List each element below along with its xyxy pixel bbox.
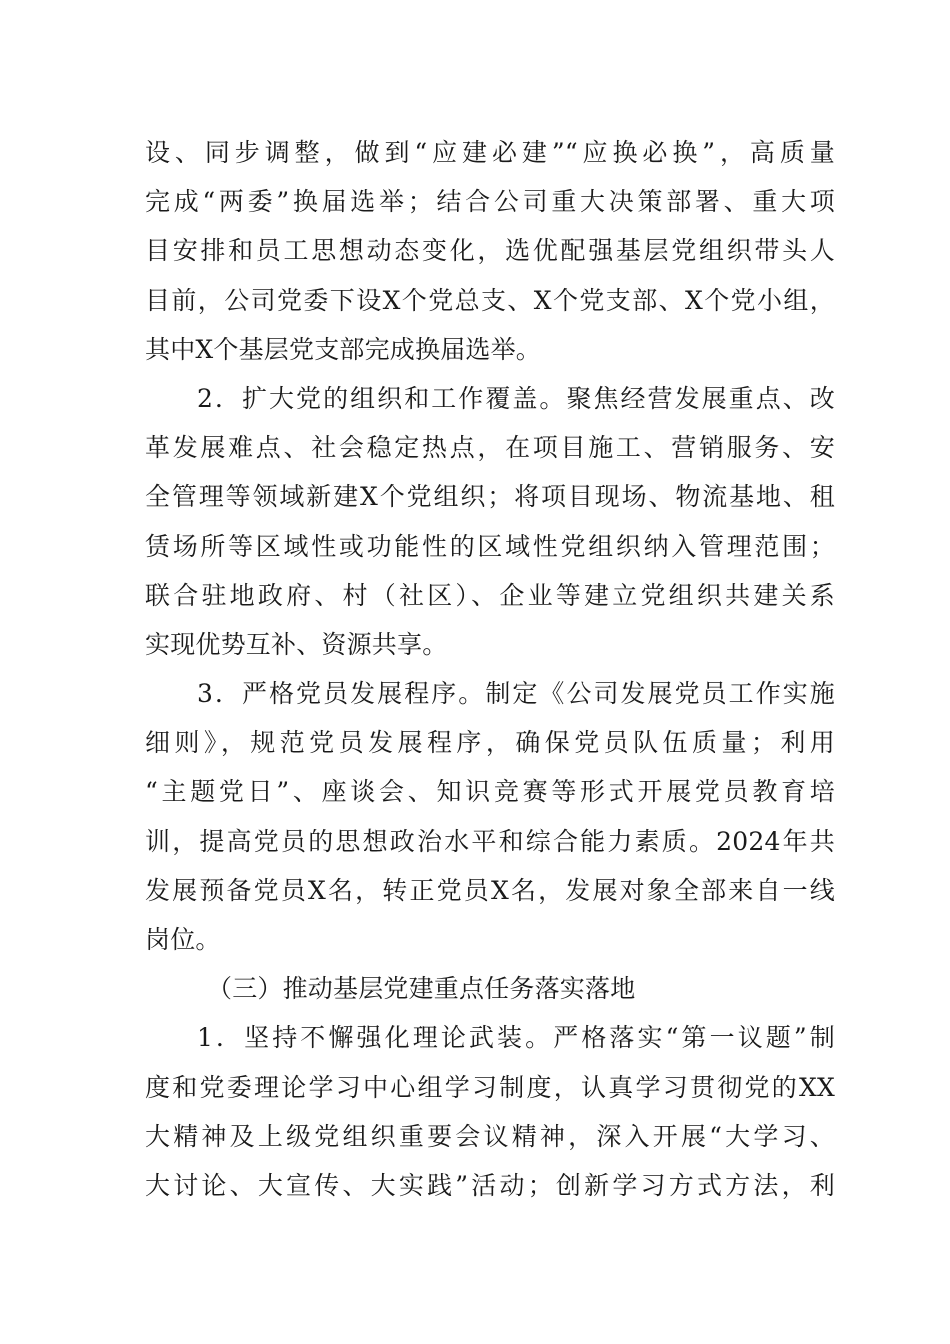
text-line: 赁场所等区域性或功能性的区域性党组织纳入管理范围； [145, 531, 835, 561]
text-line: 联合驻地政府、村（社区）、企业等建立党组织共建关系 [145, 580, 835, 610]
text-line: 细则》，规范党员发展程序，确保党员队伍质量；利用 [145, 728, 835, 758]
document-body [145, 128, 835, 1210]
paragraph-start-line: 3．严格党员发展程序。制定《公司发展党员工作实施 [197, 679, 835, 709]
text-line: 完成“两委”换届选举；结合公司重大决策部署、重大项 [145, 187, 835, 217]
paragraph-start-line: 2．扩大党的组织和工作覆盖。聚焦经营发展重点、改 [197, 383, 835, 413]
text-line: 目安排和员工思想动态变化，选优配强基层党组织带头人 [145, 236, 835, 266]
text-line: 革发展难点、社会稳定热点，在项目施工、营销服务、安 [145, 433, 835, 463]
text-line: 设、同步调整，做到“应建必建”“应换必换”，高质量 [145, 138, 835, 167]
text-line: 度和党委理论学习中心组学习制度，认真学习贯彻党的XX [145, 1072, 835, 1102]
text-line: 全管理等领域新建X个党组织；将项目现场、物流基地、租 [145, 482, 835, 512]
text-line: 训，提高党员的思想政治水平和综合能力素质。2024年共 [145, 826, 835, 856]
section-heading: （三）推动基层党建重点任务落实落地 [207, 974, 636, 1004]
text-line: 大精神及上级党组织重要会议精神，深入开展“大学习、 [145, 1121, 835, 1151]
paragraph-start-line: 1．坚持不懈强化理论武装。严格落实“第一议题”制 [197, 1023, 835, 1053]
text-line: 目前，公司党委下设X个党总支、X个党支部、X个党小组， [145, 285, 835, 315]
text-line: 岗位。 [145, 925, 221, 954]
text-line: 大讨论、大宣传、大实践”活动；创新学习方式方法，利 [145, 1170, 835, 1200]
text-line: 其中X个基层党支部完成换届选举。 [145, 334, 541, 364]
text-line: “主题党日”、座谈会、知识竞赛等形式开展党员教育培 [145, 777, 835, 807]
text-line: 发展预备党员X名，转正党员X名，发展对象全部来自一线 [145, 875, 835, 905]
text-line: 实现优势互补、资源共享。 [145, 629, 448, 659]
